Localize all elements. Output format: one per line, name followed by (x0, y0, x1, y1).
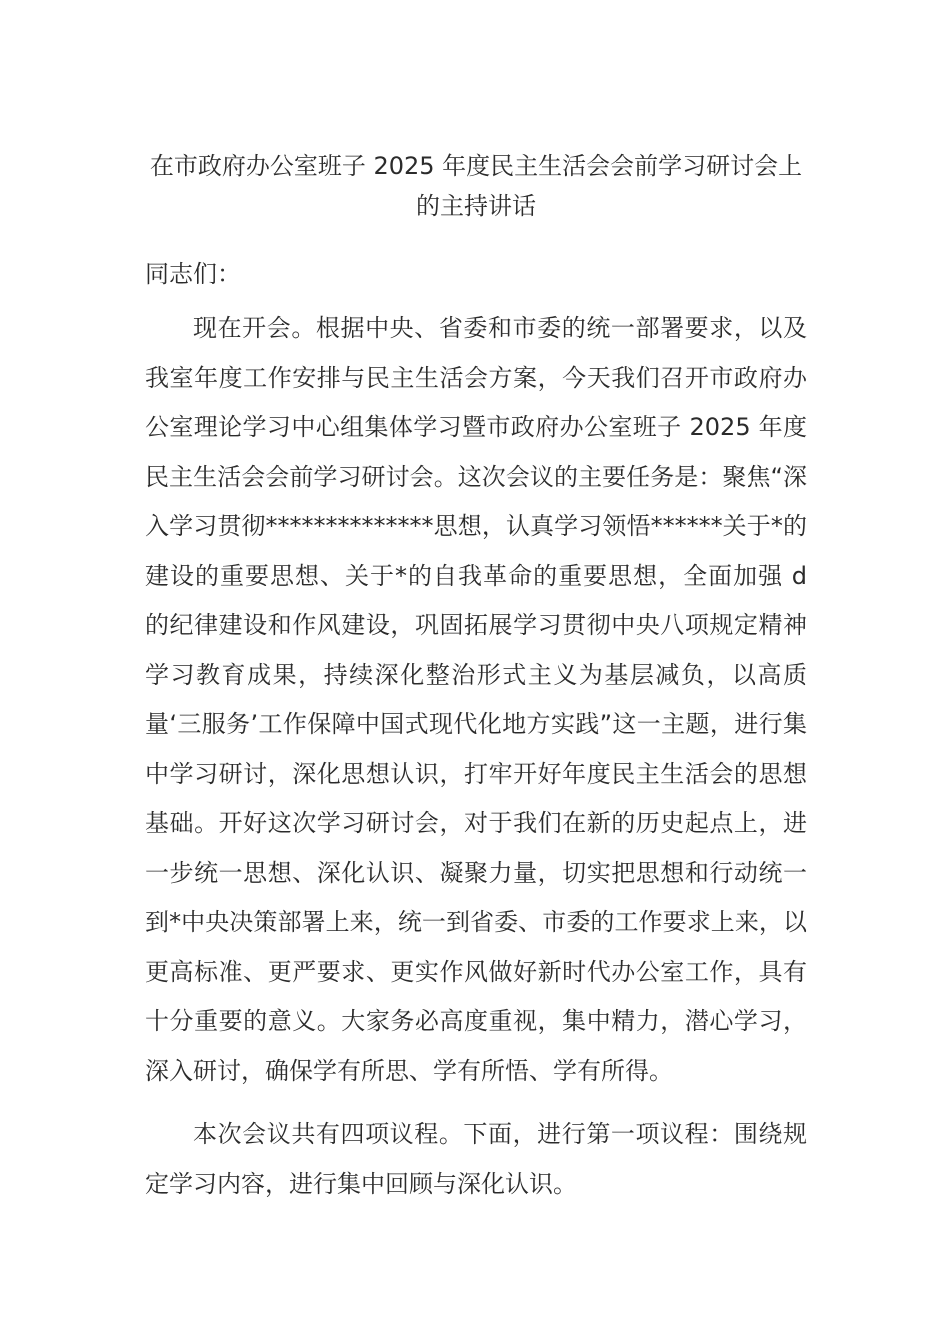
document-body (145, 146, 807, 1209)
document-title (145, 146, 807, 226)
title-line-1: 在市政府办公室班子 2025 年度民主生活会会前学习研讨会上 (149, 152, 803, 180)
salutation: 同志们： (145, 260, 241, 288)
title-line-2: 的主持讲话 (416, 192, 536, 220)
paragraph-opening: 现在开会。根据中央、省委和市委的统一部署要求，以及我室年度工作安排与民主生活会方案，今天我们召开市政府办公室理论学习中心组集体学习暨市政府办公室班子 2025 年度民主生活会会前学习研讨会。这次会议的主要任务是：聚焦“深入学习贯彻**************思想，认真学习领悟******关于*的建设的重要思想、关于*的自我革命的重要思想，全面加强 d 的纪律建设和作风建设，巩固拓展学习贯彻中央八项规定精神学习教育成果，持续深化整治形式主义为基层减负，以高质量‘三服务’工作保障中国式现代化地方实践”这一主题，进行集中学习研讨，深化思想认识，打牢开好年度民主生活会的思想基础。开好这次学习研讨会，对于我们在新的历史起点上，进一步统一思想、深化认识、凝聚力量，切实把思想和行动统一到*中央决策部署上来，统一到省委、市委的工作要求上来，以更高标准、更严要求、更实作风做好新时代办公室工作，具有十分重要的意义。大家务必高度重视，集中精力，潜心学习，深入研讨，确保学有所思、学有所悟、学有所得。 (145, 314, 807, 1085)
paragraph-agenda: 本次会议共有四项议程。下面，进行第一项议程：围绕规定学习内容，进行集中回顾与深化认识。 (145, 1120, 807, 1198)
